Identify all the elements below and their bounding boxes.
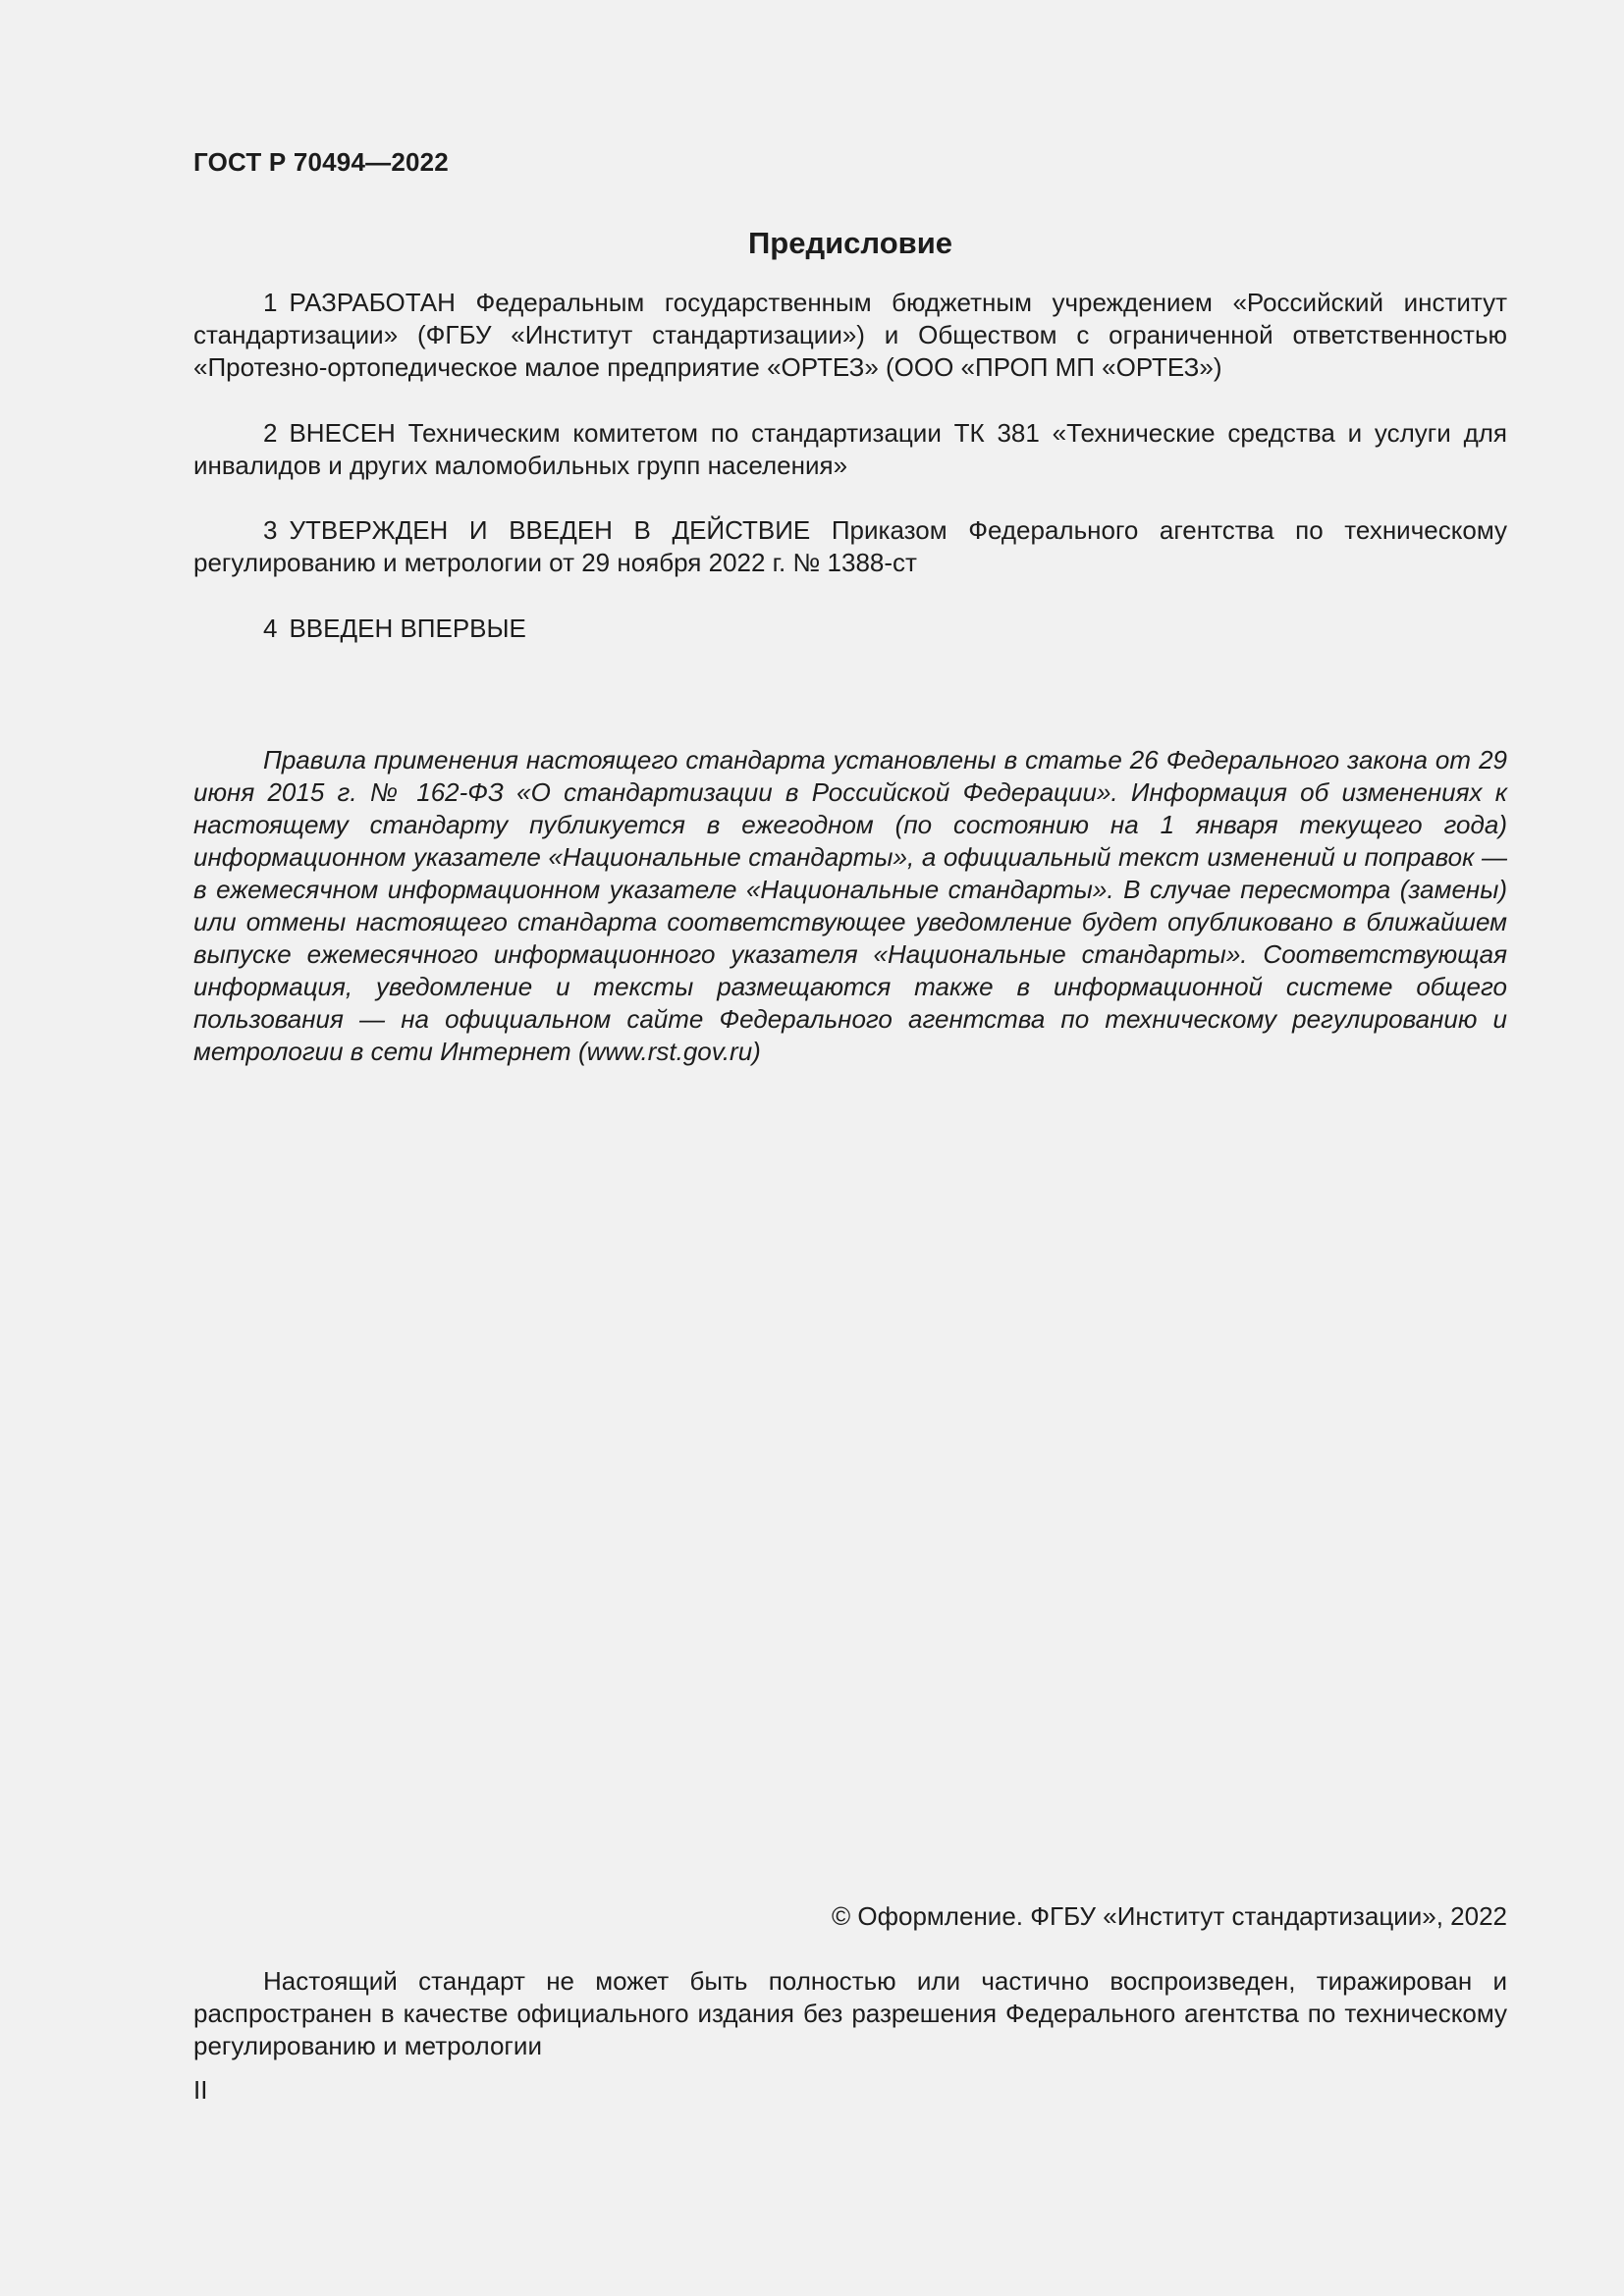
document-id: ГОСТ Р 70494—2022 (193, 147, 449, 177)
item-number: 2 (263, 418, 278, 448)
item-number: 3 (263, 515, 278, 545)
item-text: ВНЕСЕН Техническим комитетом по стандартизации ТК 381 «Технические средства и услуги для инвалидов и других маломобильных групп населения» (193, 418, 1507, 480)
copyright-line: © Оформление. ФГБУ «Институт стандартизации», 2022 (832, 1901, 1507, 1931)
application-rules-paragraph: Правила применения настоящего стандарта установлены в статье 26 Федерального закона от 29 июня 2015 г. № 162-ФЗ «О стандартизации в Российской Федерации». Информация об изменениях к настоящему стандарту публикуется в ежегодном (по состоянию на 1 января текущего года) информационном указателе «Национальные стандарты», а официальный текст изменений и поправок — в ежемесячном информационном указателе «Национальные стандарты». В случае пересмотра (замены) или отмены настоящего стандарта соответствующее уведомление будет опубликовано в ближайшем выпуске ежемесячного информационного указателя «Национальные стандарты». Соответствующая информация, уведомление и тексты размещаются также в информационной системе общего пользования — на официальном сайте Федерального агентства по техническому регулированию и метрологии в сети Интернет (www.rst.gov.ru) (193, 745, 1507, 1066)
foreword-item-2 (193, 417, 1507, 482)
item-text: РАЗРАБОТАН Федеральным государственным бюджетным учреждением «Российский институт стандартизации» (ФГБУ «Институт стандартизации») и Обществом с ограниченной ответственностью «Протезно-ортопедическое малое предприятие «ОРТЕЗ» (ООО «ПРОП МП «ОРТЕЗ») (193, 288, 1507, 382)
item-text: ВВЕДЕН ВПЕРВЫЕ (289, 614, 526, 643)
item-number: 1 (263, 288, 278, 317)
item-number: 4 (263, 614, 278, 643)
page-number: II (193, 2075, 208, 2105)
item-text: УТВЕРЖДЕН И ВВЕДЕН В ДЕЙСТВИЕ Приказом Федерального агентства по техническому регулированию и метрологии от 29 ноября 2022 г. № 1388-ст (193, 515, 1507, 577)
foreword-item-1 (193, 287, 1507, 384)
page-title: Предисловие (747, 226, 952, 260)
reproduction-notice: Настоящий стандарт не может быть полностью или частично воспроизведен, тиражирован и распространен в качестве официального издания без разрешения Федерального агентства по техническому регулированию и метрологии (193, 1966, 1507, 2060)
foreword-item-3 (193, 514, 1507, 579)
foreword-item-4 (193, 613, 1507, 645)
